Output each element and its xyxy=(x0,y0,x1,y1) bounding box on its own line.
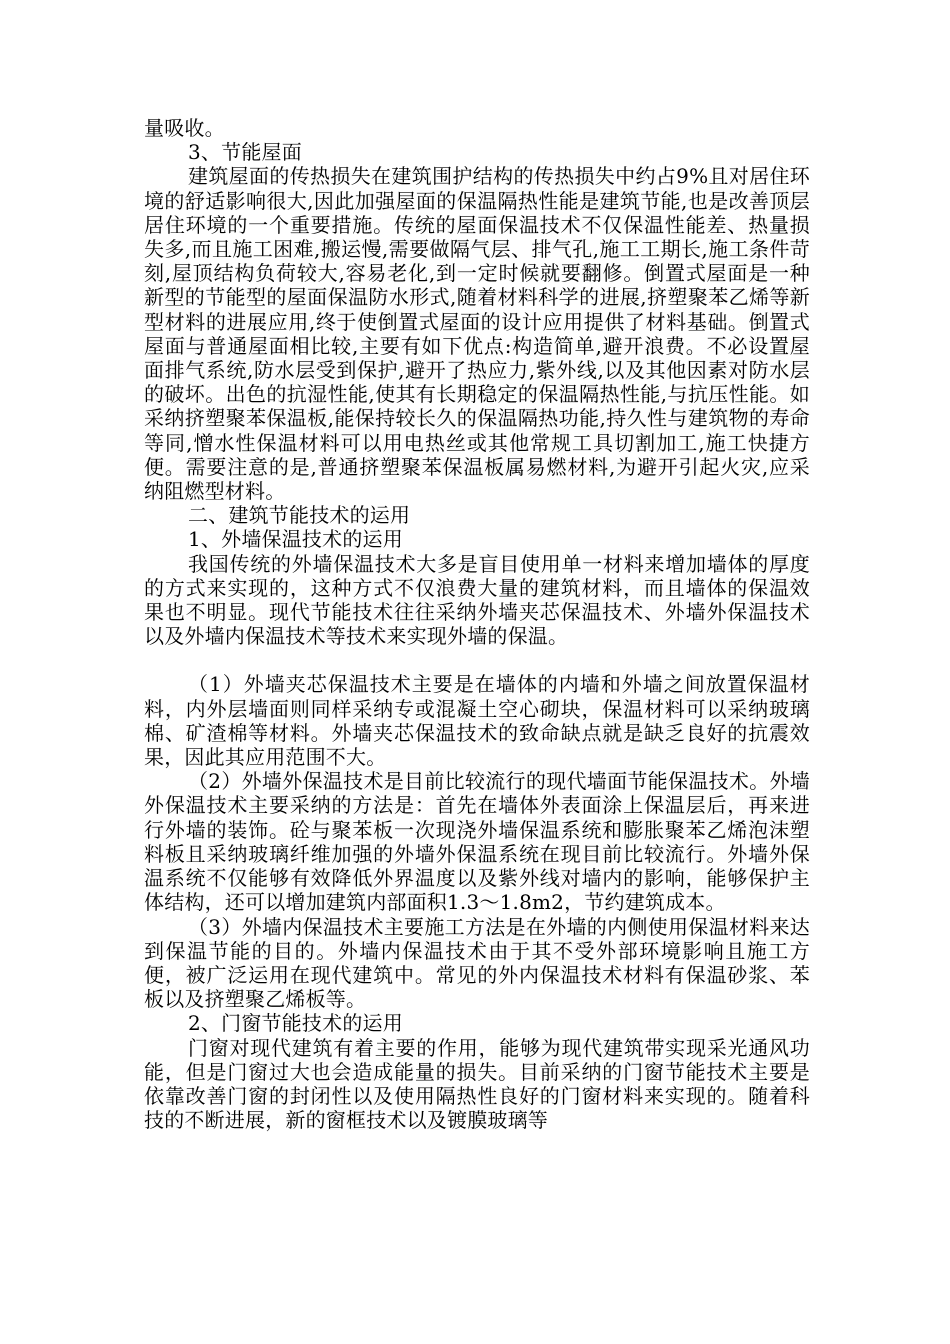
paragraph-roof: 建筑屋面的传热损失在建筑围护结构的传热损失中约占9%且对居住环境的舒适影响很大,因此加强屋面的保温隔热性能是建筑节能,也是改善顶层居住环境的一个重要措施。传统的屋面保温技术不仅保温性能差、热量损失多,而且施工困难,搬运慢,需要做隔气层、排气孔,施工工期长,施工条件苛刻,屋顶结构负荷较大,容易老化,到一定时候就要翻修。倒置式屋面是一种新型的节能型的屋面保温防水形式,随着材料科学的进展,挤塑聚苯乙烯等新型材料的进展应用,终于使倒置式屋面的设计应用提供了材料基础。倒置式屋面与普通屋面相比较,主要有如下优点:构造简单,避开浪费。不必设置屋面排气系统,防水层受到保护,避开了热应力,紫外线,以及其他因素对防水层的破坏。出色的抗湿性能,使其有长期稳定的保温隔热性能,与抗压性能。如采纳挤塑聚苯保温板,能保持较长久的保温隔热功能,持久性与建筑物的寿命等同,憎水性保温材料可以用电热丝或其他常规工具切割加工,施工快捷方便。需要注意的是,普通挤塑聚苯保温板属易燃材料,为避开引起火灾,应采纳阻燃型材料。 xyxy=(144,164,810,504)
heading-energy-saving-roof: 3、节能屋面 xyxy=(188,140,302,165)
paragraph-continuation: 量吸收。 xyxy=(144,116,225,140)
heading-exterior-wall: 1、外墙保温技术的运用 xyxy=(188,527,403,552)
document-body xyxy=(144,116,810,1132)
heading-section-two: 二、建筑节能技术的运用 xyxy=(188,503,411,528)
paragraph-exterior-wall-intro: 我国传统的外墙保温技术大多是盲目使用单一材料来增加墙体的厚度的方式来实现的，这种方式不仅浪费大量的建筑材料，而且墙体的保温效果也不明显。现代节能技术往往采纳外墙夹芯保温技术、外墙外保温技术以及外墙内保温技术等技术来实现外墙的保温。 xyxy=(144,551,810,649)
paragraph-external-insulation: （2）外墙外保温技术是目前比较流行的现代墙面节能保温技术。外墙外保温技术主要采纳的方法是：首先在墙体外表面涂上保温层后，再来进行外墙的装饰。砼与聚苯板一次现浇外墙保温系统和膨胀聚苯乙烯泡沫塑料板且采纳玻璃纤维加强的外墙外保温系统在现目前比较流行。外墙外保温系统不仅能够有效降低外界温度以及紫外线对墙内的影响，能够保护主体结构，还可以增加建筑内部面积1.3～1.8m2，节约建筑成本。 xyxy=(144,769,810,915)
blank-line xyxy=(144,648,810,672)
paragraph-internal-insulation: （3）外墙内保温技术主要施工方法是在外墙的内侧使用保温材料来达到保温节能的目的。外墙内保温技术由于其不受外部环境影响且施工方便，被广泛运用在现代建筑中。常见的外内保温技术材料有保温砂浆、苯板以及挤塑聚乙烯板等。 xyxy=(144,914,810,1012)
paragraph-sandwich-insulation: （1）外墙夹芯保温技术主要是在墙体的内墙和外墙之间放置保温材料，内外层墙面则同样采纳专或混凝土空心砌块，保温材料可以采纳玻璃棉、矿渣棉等材料。外墙夹芯保温技术的致命缺点就是缺乏良好的抗震效果，因此其应用范围不大。 xyxy=(144,672,810,770)
heading-door-window: 2、门窗节能技术的运用 xyxy=(188,1011,403,1036)
paragraph-door-window: 门窗对现代建筑有着主要的作用，能够为现代建筑带实现采光通风功能，但是门窗过大也会造成能量的损失。目前采纳的门窗节能技术主要是依靠改善门窗的封闭性以及使用隔热性良好的门窗材料来实现的。随着科技的不断进展，新的窗框技术以及镀膜玻璃等 xyxy=(144,1035,810,1133)
